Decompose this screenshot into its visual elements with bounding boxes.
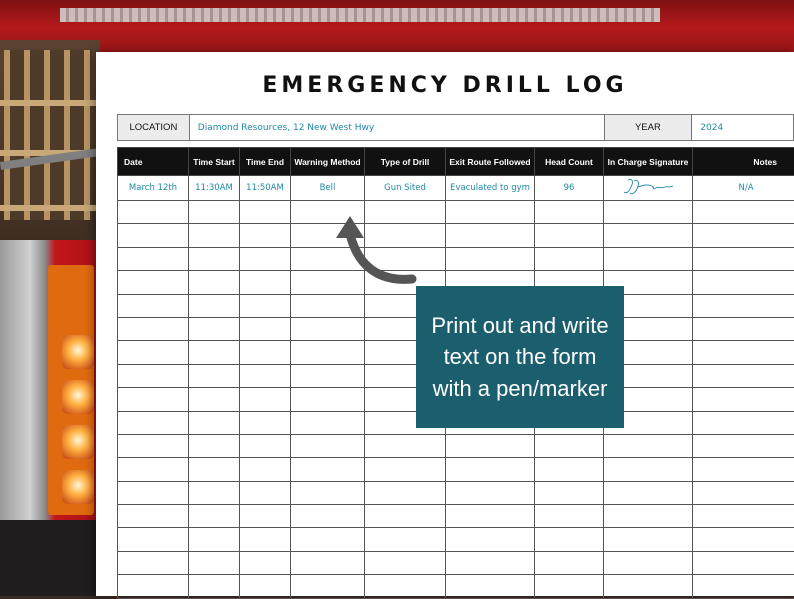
- page-title: EMERGENCY DRILL LOG: [96, 73, 794, 98]
- empty-cell: [240, 317, 291, 340]
- cell-warning-method: Bell: [291, 176, 365, 201]
- empty-cell: [604, 201, 693, 224]
- empty-cell: [189, 271, 240, 294]
- empty-cell: [535, 201, 604, 224]
- empty-cell: [693, 341, 794, 364]
- empty-cell: [240, 575, 291, 598]
- empty-cell: [693, 317, 794, 340]
- empty-cell: [118, 434, 189, 457]
- empty-cell: [240, 458, 291, 481]
- empty-cell: [291, 575, 365, 598]
- empty-cell: [365, 458, 446, 481]
- empty-cell: [535, 481, 604, 504]
- empty-cell: [291, 528, 365, 551]
- empty-cell: [189, 458, 240, 481]
- empty-cell: [189, 317, 240, 340]
- empty-cell: [693, 201, 794, 224]
- table-row: [118, 528, 794, 551]
- empty-cell: [604, 224, 693, 247]
- empty-cell: [693, 247, 794, 270]
- empty-cell: [240, 364, 291, 387]
- empty-cell: [693, 434, 794, 457]
- empty-cell: [446, 224, 535, 247]
- col-warning-method: Warning Method: [291, 148, 365, 176]
- empty-cell: [189, 294, 240, 317]
- year-label: YEAR: [605, 115, 693, 140]
- empty-cell: [604, 247, 693, 270]
- empty-cell: [189, 434, 240, 457]
- empty-cell: [240, 505, 291, 528]
- cell-exit-route: Evaculated to gym: [446, 176, 535, 201]
- col-notes: Notes: [693, 148, 794, 176]
- empty-cell: [693, 364, 794, 387]
- col-signature: In Charge Signature: [604, 148, 693, 176]
- empty-cell: [189, 481, 240, 504]
- empty-cell: [604, 575, 693, 598]
- empty-cell: [189, 388, 240, 411]
- cell-head-count: 96: [535, 176, 604, 201]
- empty-cell: [446, 575, 535, 598]
- empty-cell: [118, 411, 189, 434]
- empty-cell: [693, 294, 794, 317]
- empty-cell: [291, 317, 365, 340]
- empty-cell: [240, 294, 291, 317]
- empty-cell: [118, 271, 189, 294]
- table-row: [118, 201, 794, 224]
- empty-cell: [535, 247, 604, 270]
- table-header-row: [118, 148, 794, 176]
- empty-cell: [446, 434, 535, 457]
- empty-cell: [189, 224, 240, 247]
- arrow-icon: [330, 212, 420, 292]
- empty-cell: [189, 247, 240, 270]
- empty-cell: [604, 481, 693, 504]
- empty-cell: [118, 341, 189, 364]
- empty-cell: [240, 528, 291, 551]
- location-value: Diamond Resources, 12 New West Hwy: [190, 115, 605, 140]
- empty-cell: [240, 481, 291, 504]
- empty-cell: [535, 528, 604, 551]
- empty-cell: [291, 341, 365, 364]
- empty-cell: [291, 458, 365, 481]
- empty-cell: [118, 317, 189, 340]
- empty-cell: [240, 224, 291, 247]
- empty-cell: [240, 247, 291, 270]
- table-row: [118, 247, 794, 270]
- col-type-of-drill: Type of Drill: [365, 148, 446, 176]
- empty-cell: [118, 388, 189, 411]
- empty-cell: [693, 458, 794, 481]
- empty-cell: [118, 528, 189, 551]
- empty-cell: [118, 364, 189, 387]
- empty-cell: [693, 224, 794, 247]
- empty-cell: [118, 224, 189, 247]
- empty-cell: [118, 294, 189, 317]
- empty-cell: [118, 481, 189, 504]
- empty-cell: [291, 364, 365, 387]
- empty-cell: [693, 551, 794, 574]
- col-head-count: Head Count: [535, 148, 604, 176]
- empty-cell: [118, 458, 189, 481]
- col-exit-route: Exit Route Followed: [446, 148, 535, 176]
- empty-cell: [365, 575, 446, 598]
- empty-cell: [604, 528, 693, 551]
- empty-cell: [604, 551, 693, 574]
- empty-cell: [118, 575, 189, 598]
- empty-cell: [365, 434, 446, 457]
- empty-cell: [446, 458, 535, 481]
- location-label: LOCATION: [118, 115, 190, 140]
- empty-cell: [693, 575, 794, 598]
- empty-cell: [365, 528, 446, 551]
- empty-cell: [693, 388, 794, 411]
- empty-cell: [189, 528, 240, 551]
- table-row: [118, 551, 794, 574]
- empty-cell: [693, 528, 794, 551]
- empty-cell: [535, 224, 604, 247]
- empty-cell: [189, 364, 240, 387]
- empty-cell: [446, 551, 535, 574]
- empty-cell: [291, 411, 365, 434]
- empty-cell: [291, 388, 365, 411]
- empty-cell: [535, 575, 604, 598]
- col-date: Date: [118, 148, 189, 176]
- empty-cell: [189, 551, 240, 574]
- empty-cell: [240, 434, 291, 457]
- empty-cell: [118, 505, 189, 528]
- empty-cell: [118, 247, 189, 270]
- cell-time-start: 11:30AM: [189, 176, 240, 201]
- table-row: [118, 224, 794, 247]
- empty-cell: [446, 505, 535, 528]
- cell-type-of-drill: Gun Sited: [365, 176, 446, 201]
- empty-cell: [693, 481, 794, 504]
- empty-cell: [189, 341, 240, 364]
- empty-cell: [693, 411, 794, 434]
- empty-cell: [189, 505, 240, 528]
- info-row: [117, 114, 794, 141]
- empty-cell: [291, 434, 365, 457]
- empty-cell: [291, 294, 365, 317]
- table-row: [118, 505, 794, 528]
- instruction-callout: Print out and write text on the form with a pen/marker: [416, 286, 624, 428]
- cell-date: March 12th: [118, 176, 189, 201]
- empty-cell: [118, 551, 189, 574]
- handwritten-signature: [618, 177, 678, 197]
- empty-cell: [240, 388, 291, 411]
- empty-cell: [535, 458, 604, 481]
- empty-cell: [604, 434, 693, 457]
- cell-time-end: 11:50AM: [240, 176, 291, 201]
- empty-cell: [446, 528, 535, 551]
- empty-cell: [693, 505, 794, 528]
- empty-cell: [535, 434, 604, 457]
- empty-cell: [446, 481, 535, 504]
- empty-cell: [240, 551, 291, 574]
- empty-cell: [291, 551, 365, 574]
- empty-cell: [240, 411, 291, 434]
- empty-cell: [365, 505, 446, 528]
- empty-cell: [365, 551, 446, 574]
- empty-cell: [535, 551, 604, 574]
- table-row: [118, 481, 794, 504]
- empty-cell: [604, 458, 693, 481]
- empty-cell: [189, 575, 240, 598]
- empty-cell: [240, 271, 291, 294]
- empty-cell: [365, 481, 446, 504]
- cell-signature: [604, 176, 693, 201]
- empty-cell: [118, 201, 189, 224]
- table-row: [118, 176, 794, 201]
- col-time-end: Time End: [240, 148, 291, 176]
- empty-cell: [189, 201, 240, 224]
- year-value: 2024: [692, 115, 793, 140]
- empty-cell: [240, 341, 291, 364]
- col-time-start: Time Start: [189, 148, 240, 176]
- table-row: [118, 434, 794, 457]
- empty-cell: [291, 505, 365, 528]
- empty-cell: [291, 481, 365, 504]
- table-row: [118, 458, 794, 481]
- table-row: [118, 575, 794, 598]
- cell-notes: N/A: [693, 176, 794, 201]
- empty-cell: [240, 201, 291, 224]
- empty-cell: [693, 271, 794, 294]
- empty-cell: [604, 505, 693, 528]
- empty-cell: [446, 201, 535, 224]
- empty-cell: [189, 411, 240, 434]
- empty-cell: [446, 247, 535, 270]
- empty-cell: [535, 505, 604, 528]
